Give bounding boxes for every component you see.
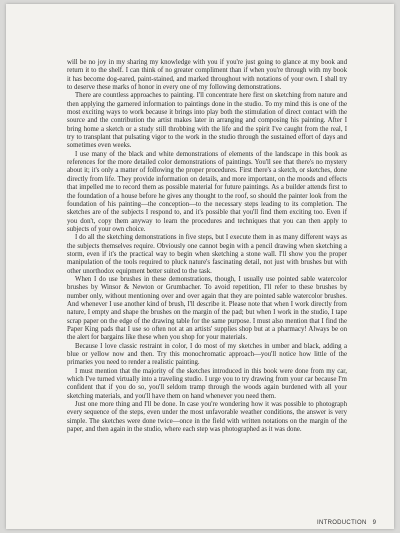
paragraph: I use many of the black and white demonstrations of elements of the landscape in this book as references for the more detailed color demonstrations of paintings. You'll see that there's no mystery about it; it's only a matter of following the proper procedures. First there's a sketch, or sketches, done directly from life. They provide information on details, and more important, on the moods and effects that impelled me to record them as possible material for future paintings. As a builder attends first to the foundation of a house before he gives any thought to the roof, so should the painter look from the foundation of his painting—the conception—to the necessary steps leading to its completion. The sketches are of the subjects I respond to, and it's possible that you'll find them exciting too. Even if you don't, copy them anyway to learn the procedures and techniques that you can then apply to subjects of your own choice. — [67, 150, 347, 233]
body-text — [67, 59, 347, 434]
paragraph: I must mention that the majority of the sketches introduced in this book were done from my car, which I've turned virtually into a traveling studio. I urge you to try drawing from your car because I'm confident that if you do so, you'll seldom tramp through the woods again burdened with all your sketching materials, and you'll have them on hand whenever you need them. — [67, 367, 347, 400]
paragraph: will be no joy in my sharing my knowledge with you if you're just going to glance at my book and return it to the shelf. I can think of no greater compliment than if when you're through with my book it has become dog-eared, paint-stained, and marked throughout with notations of your own. I shall try to deserve these marks of honor in every one of my following demonstrations. — [67, 59, 347, 92]
paragraph: When I do use brushes in these demonstrations, though, I usually use pointed sable watercolor brushes by Winsor & Newton or Grumbacher. To avoid repetition, I'll refer to these brushes by number only, without mentioning over and over again that they are pointed sable watercolor brushes. And whenever I use another kind of brush, I'll describe it. Please note that when I work directly from nature, I empty and shape the brushes on the margin of the pad; but when I work in the studio, I tape scrap paper on the edge of the drawing table for the same purpose. I must also mention that I find the Paper King pads that I use so often not at an artists' supplies shop but at a pharmacy! Always be on the alert for bargains like these when you shop for your materials. — [67, 275, 347, 342]
paragraph: Because I love classic restraint in color, I do most of my sketches in umber and black, adding a blue or yellow now and then. Try this monochromatic approach—you'll notice how little of the primaries you need to render a realistic painting. — [67, 342, 347, 367]
page-number: 9 — [372, 520, 377, 526]
paragraph: There are countless approaches to painting. I'll concentrate here first on sketching from nature and then applying the garnered information to paintings done in the studio. To my mind this is one of the most exciting ways to work because it brings into play both the stimulation of direct contact with the source and the contribution the artist makes later in arranging and composing his painting. After I bring home a sketch or a study still throbbing with the life and the spirit I've caught from the real, I try to transplant that pulsating vigor to the work in the studio through the sustained effort of days and sometimes even weeks. — [67, 92, 347, 150]
paragraph: I do all the sketching demonstrations in five steps, but I execute them in as many different ways as the subjects themselves require. Obviously one cannot begin with a pencil drawing when sketching a storm, even if it's the practical way to begin when sketching a stone wall. I'll show you the proper manipulation of the tools required to pluck nature's fascinating detail, not just with brushes but with other unorthodox equipment better suited to the task. — [67, 234, 347, 275]
book-page — [6, 4, 394, 529]
paragraph: Just one more thing and I'll be done. In case you're wondering how it was possible to photograph every sequence of the steps, even under the most unfavorable weather conditions, the answer is very simple. The sketches were done twice—once in the field with written notations on the margin of the paper, and then again in the studio, where each step was photographed as it was done. — [67, 401, 347, 434]
page-footer — [317, 520, 376, 526]
section-title: INTRODUCTION — [317, 520, 367, 526]
